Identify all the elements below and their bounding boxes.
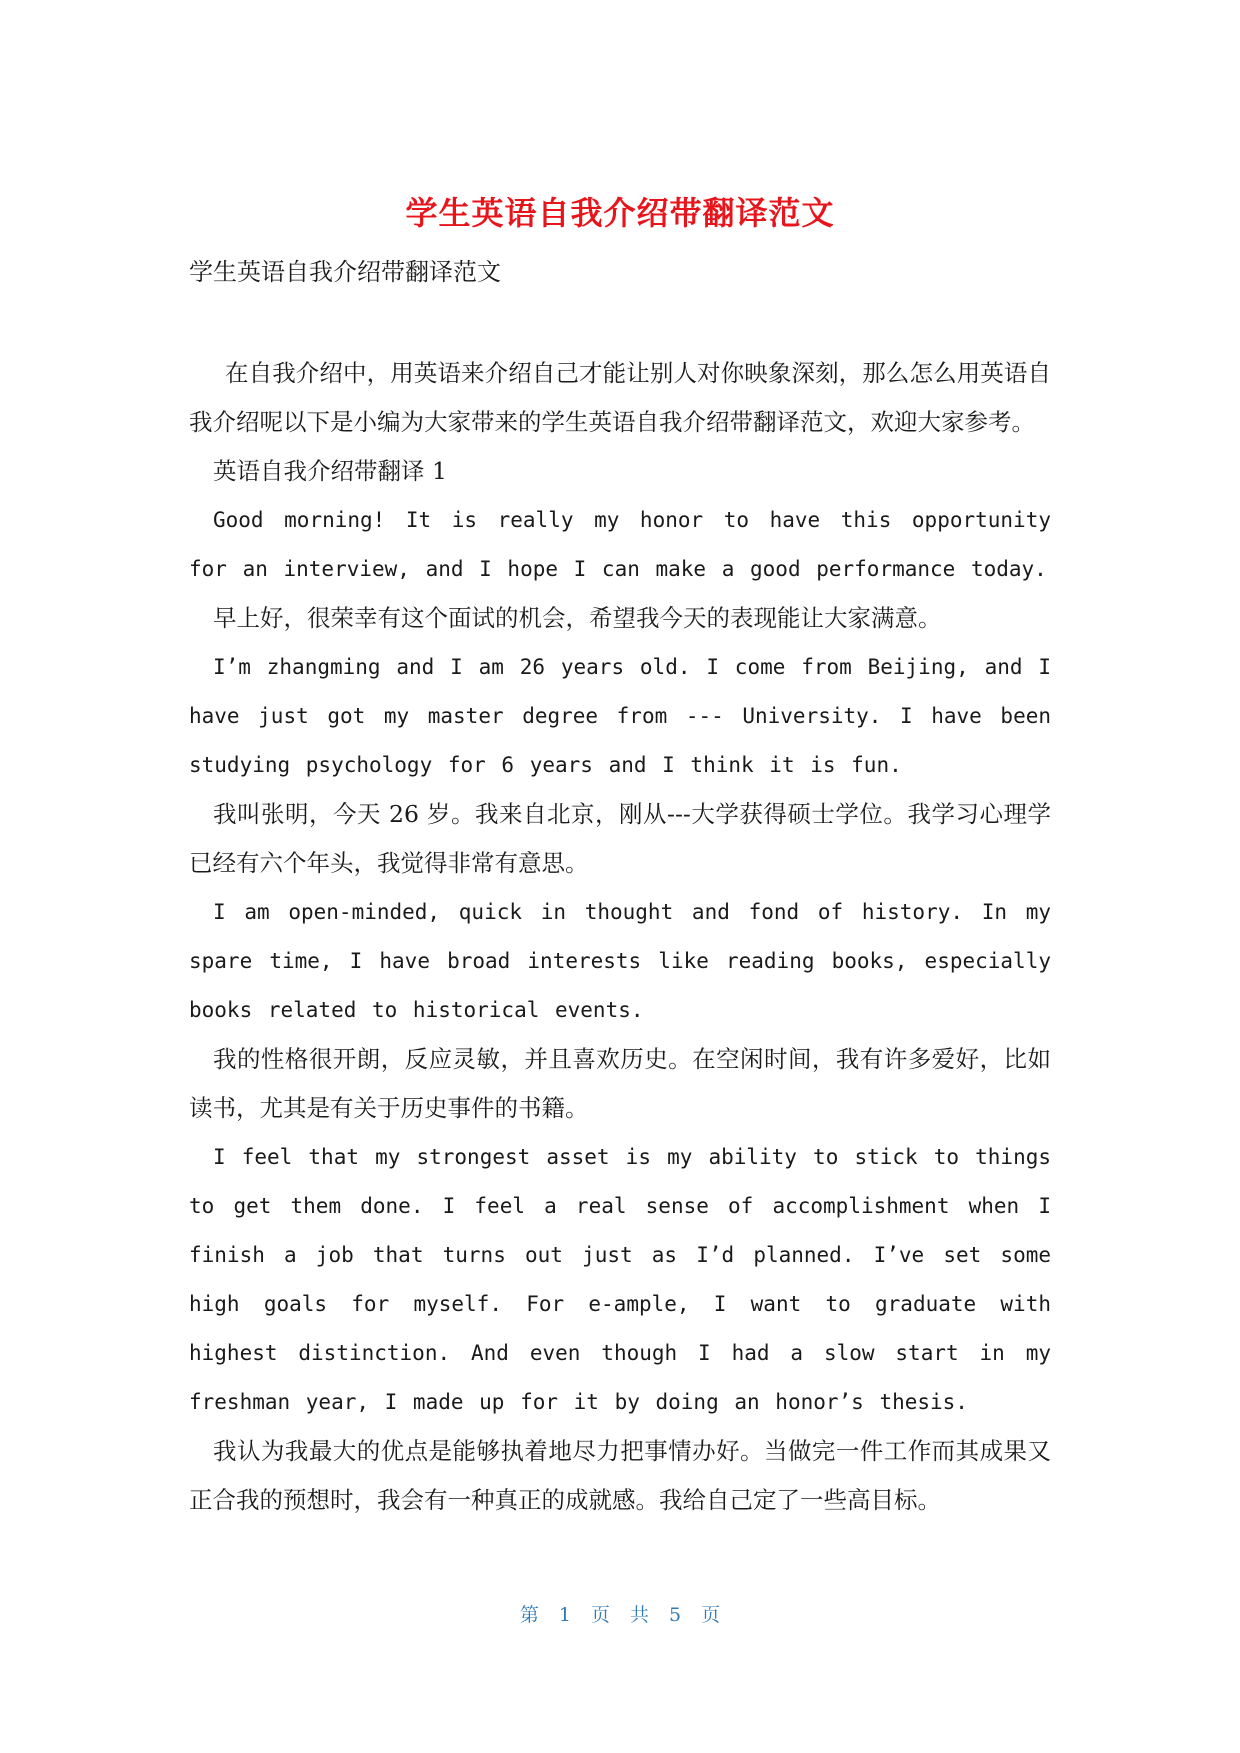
chinese-paragraph: 我认为我最大的优点是能够执着地尽力把事情办好。当做完一件工作而其成果又正合我的预想时，我会有一种真正的成就感。我给自己定了一些高目标。	[189, 1437, 1051, 1514]
english-paragraph: Good morning! It is really my honor to have this opportunity for an interview, and I hope I can make a good performance today.	[189, 508, 1051, 581]
page-footer: 第 1 页 共 5 页	[519, 1604, 721, 1626]
section-heading: 英语自我介绍带翻译 1	[213, 457, 447, 485]
english-paragraph: I am open-minded, quick in thought and fond of history. In my spare time, I have broad interests like reading books, especially books related to historical events.	[189, 900, 1051, 1022]
chinese-paragraph: 我的性格很开朗，反应灵敏，并且喜欢历史。在空闲时间，我有许多爱好，比如读书，尤其是有关于历史事件的书籍。	[189, 1045, 1051, 1122]
document-body	[189, 252, 1051, 1525]
intro-paragraph: 在自我介绍中，用英语来介绍自己才能让别人对你映象深刻，那么怎么用英语自我介绍呢以下是小编为大家带来的学生英语自我介绍带翻译范文，欢迎大家参考。	[189, 359, 1051, 436]
english-paragraph: I feel that my strongest asset is my ability to stick to things to get them done. I feel a real sense of accomplishment when I finish a job that turns out just as I’d planned. I’ve set some high goals for myself. For e-ample, I want to graduate with highest distinction. And even though I had a slow start in my freshman year, I made up for it by doing an honor’s thesis.	[189, 1145, 1051, 1414]
english-paragraph: I’m zhangming and I am 26 years old. I come from Beijing, and I have just got my master degree from --- University. I have been studying psychology for 6 years and I think it is fun.	[189, 655, 1051, 777]
document-subtitle: 学生英语自我介绍带翻译范文	[189, 258, 501, 286]
chinese-paragraph: 我叫张明，今天 26 岁。我来自北京，刚从---大学获得硕士学位。我学习心理学已经有六个年头，我觉得非常有意思。	[189, 800, 1051, 877]
chinese-paragraph: 早上好，很荣幸有这个面试的机会，希望我今天的表现能让大家满意。	[213, 604, 942, 632]
document-title: 学生英语自我介绍带翻译范文	[405, 194, 835, 232]
